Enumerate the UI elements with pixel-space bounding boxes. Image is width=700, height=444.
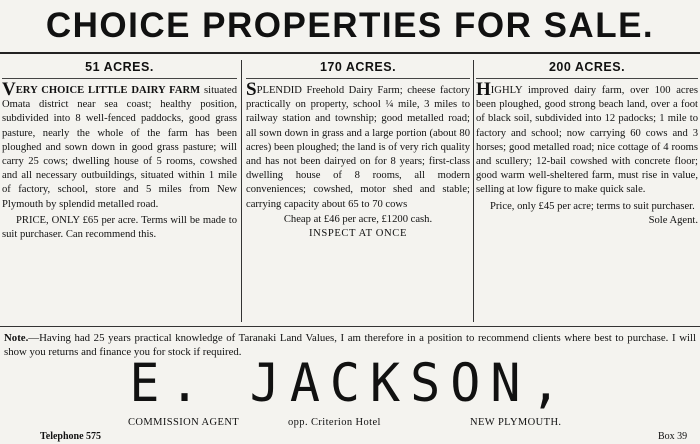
listing-price (476, 200, 698, 226)
listing-description (246, 79, 470, 212)
inspect-notice: INSPECT AT ONCE (308, 228, 408, 240)
drop-cap: H (476, 79, 491, 100)
advert-headline: CHOICE PROPERTIES FOR SALE. (45, 6, 655, 45)
listing-lead: ERY CHOICE LITTLE DAIRY FARM (15, 85, 201, 96)
note-text: —Having had 25 years practical knowledge of Taranaki Land Values, I am therefore in a position to recommend clients where best to purchase. I will show you returns and finance you for stock if required. (4, 332, 696, 358)
sole-agent-label: Sole Agent. (648, 214, 698, 226)
listing-heading: 170 ACRES. (319, 60, 397, 74)
listing-price: Cheap at £46 per acre, £1200 cash. (283, 213, 433, 225)
column-divider (241, 60, 242, 322)
listing-heading-rule (246, 78, 470, 79)
po-box: Box 39 (658, 431, 688, 442)
listing-lead: IGHLY (490, 85, 523, 96)
listing-price-text: Price, only £45 per acre; terms to suit purchaser. (490, 200, 695, 212)
drop-cap: V (2, 79, 16, 100)
agent-address: opp. Criterion Hotel (288, 417, 381, 428)
headline-rule (0, 52, 700, 54)
drop-cap: S (246, 79, 257, 100)
listing-heading: 51 ACRES. (85, 60, 154, 74)
note-rule (0, 326, 700, 327)
listing-body: situated Omata district near sea coast; healthy position, subdivided into 8 well-fenced paddocks, good grass pasture, nearly the whole of the farm has been ploughed and sown down in good grass pasture; will carry 25 cows; dwelling house of 5 rooms, cowshed and all necessary outbuildings, situated within 1 mile of factory, school, store and 5 miles from New Plymouth by splendid metalled road. (2, 85, 237, 210)
listing-lead: PLENDID (256, 85, 302, 96)
listing-price: PRICE, ONLY £65 per acre. Terms will be made to suit purchaser. Can recommend this. (2, 214, 237, 241)
listing-body: Freehold Dairy Farm; cheese factory practically on property, school ¼ mile, 3 miles to railway station and township; good metalled road; all sown down in grass and a large portion (about 80 acres) been ploughed; the land is of very rich quality and has not been dairyed on for 8 years; first-class dwelling house of 8 rooms, all modern conveniences; cowshed, motor shed and stable; carrying capacity about 65 to 70 cows (246, 85, 470, 210)
agent-name: E. JACKSON, (129, 352, 571, 414)
listing-170-acres (246, 58, 470, 323)
note-lead: Note. (4, 332, 29, 344)
listing-description (476, 79, 698, 198)
listing-description (2, 79, 237, 212)
column-divider (473, 60, 474, 322)
telephone-number: Telephone 575 (40, 431, 102, 442)
listing-200-acres (476, 58, 698, 323)
listing-heading-rule (2, 78, 237, 79)
listing-heading: 200 ACRES. (548, 60, 626, 74)
listing-heading-rule (476, 78, 698, 79)
agent-role: COMMISSION AGENT (128, 417, 240, 428)
listing-51-acres (2, 58, 237, 323)
agent-town: NEW PLYMOUTH. (470, 417, 562, 428)
listing-body: improved dairy farm, over 100 acres been ploughed, good strong beach land, over a foot of black soil, subdivided into 12 padocks; 1 mile to factory and school; now carrying 60 cows and 3 horses; good metalled road; nice cottage of 4 rooms and scullery; 12-bail cowshed with concrete floor; good warm well-sheltered farm, must rise in value, selling at low figure to make quick sale. (476, 85, 698, 196)
